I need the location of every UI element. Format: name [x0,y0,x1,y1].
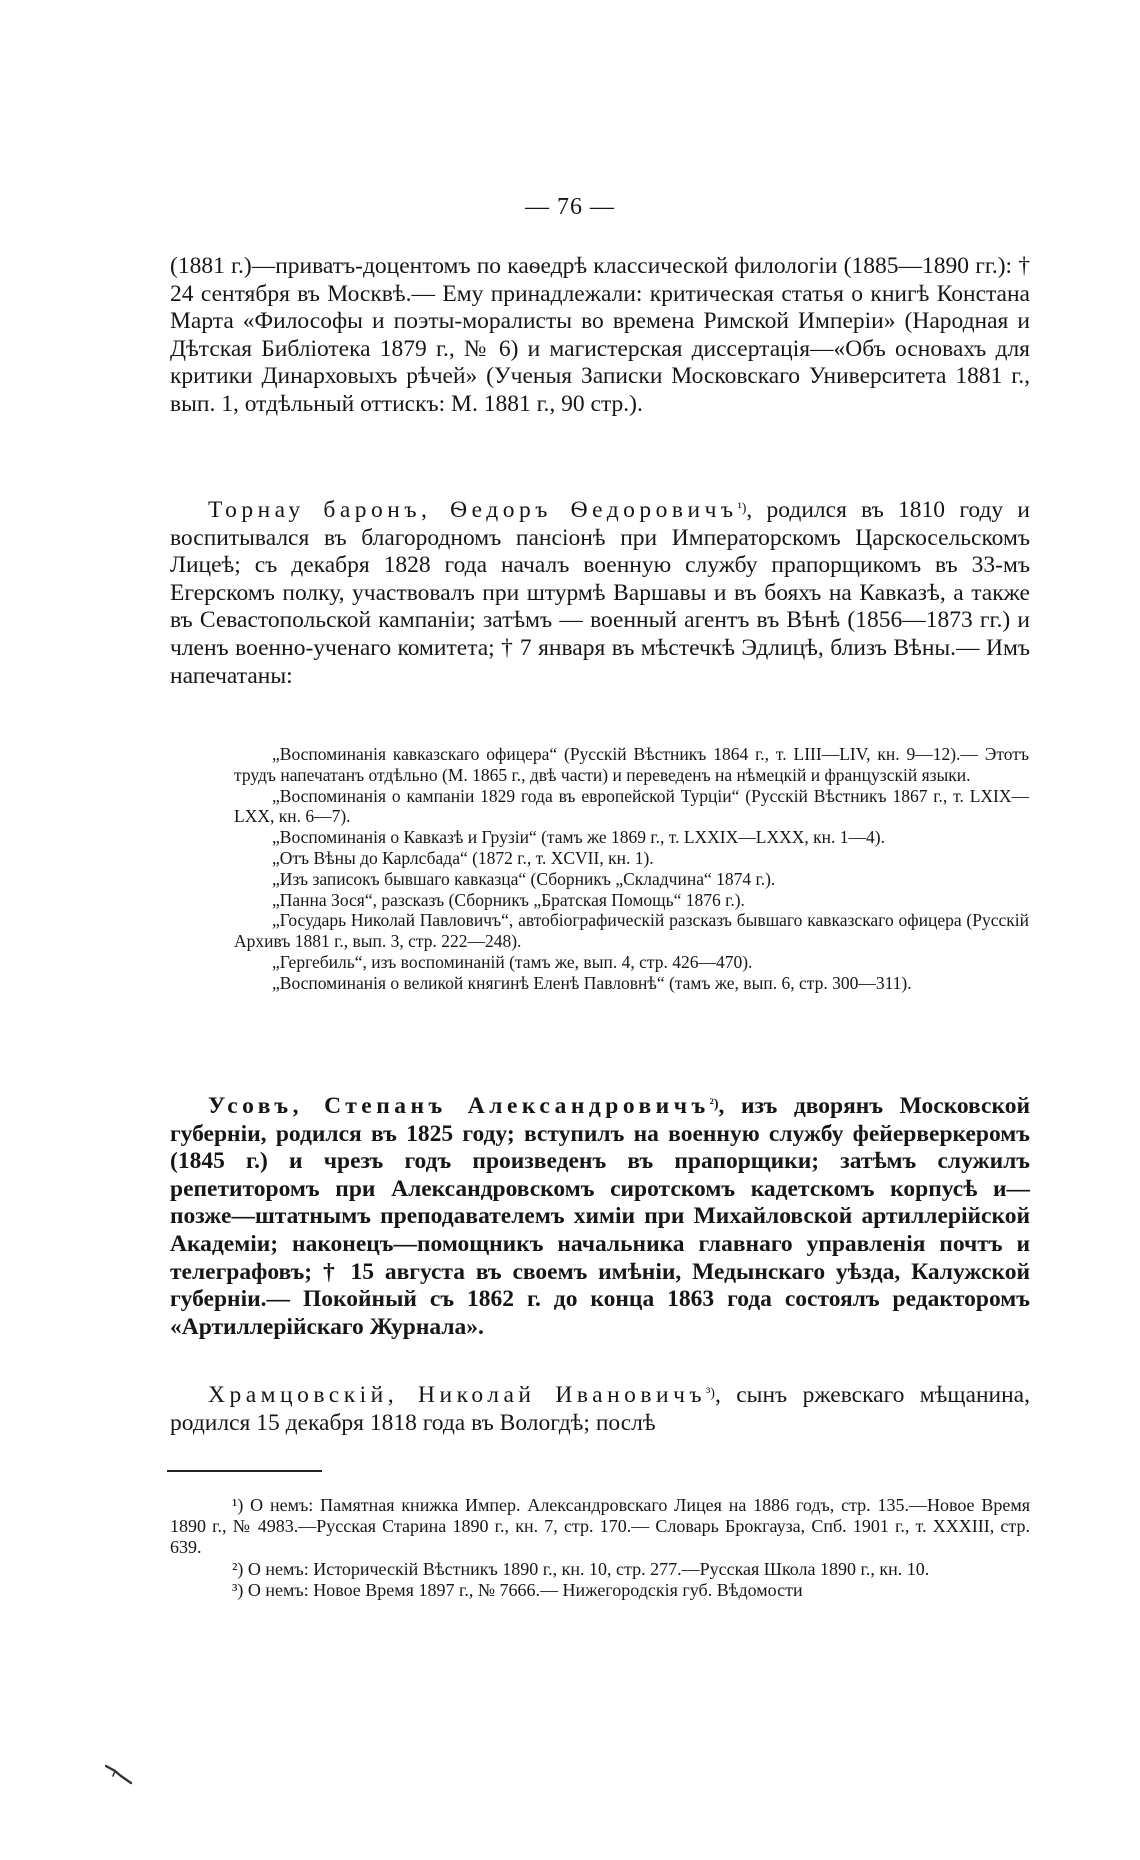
entry-usov-text: , изъ дворянъ Московской губерніи, родился въ 1825 году; вступилъ на военную службу фейерверкеромъ (1845 г.) и чрезъ годъ произведенъ въ прапорщики; затѣмъ служилъ репетиторомъ при Александровскомъ сиротскомъ кадетскомъ корпусѣ и—позже—штатнымъ преподавателемъ химіи при Михайловской артиллерійской Академіи; наконецъ—помощникъ начальника главнаго управленія почтъ и телеграфовъ; † 15 августа въ своемъ имѣніи, Медынскаго уѣзда, Калужской губерніи.— Покойный съ 1862 г. до конца 1863 года состоялъ редакторомъ «Артиллерійскаго Журнала». [170,1093,1030,1340]
footnotes [170,1495,1030,1601]
entry-usov-footnote-ref: ²) [709,1097,719,1112]
entry-khramtsovsky [170,1382,1030,1437]
entry-khramtsovsky-paragraph [170,1382,1030,1437]
work-item: „Панна Зося“, разсказъ (Сборникъ „Братская Помощь“ 1876 г.). [272,889,745,910]
work-item: „Воспоминанія о кампаніи 1829 года въ европейской Турціи“ (Русскій Вѣстникъ 1867 г., т. LXIX—LXX, кн. 6—7). [234,785,1029,827]
entry-continuation-text: (1881 г.)—приватъ-доцентомъ по каѳедрѣ классической филологіи (1885—1890 гг.): † 24 сентября въ Москвѣ.— Ему принадлежали: критическая статья о книгѣ Констана Марта «Философы и поэты-моралисты во времена Римской Имперіи» (Народная и Дѣтская Библіотека 1879 г., № 6) и магистерская диссертація—«Объ основахъ для критики Динарховыхъ рѣчей» (Ученыя Записки Московскаго Университета 1881 г., вып. 1, отдѣльный оттискъ: М. 1881 г., 90 стр.). [170,253,1030,417]
footnote: ¹) О немъ: Памятная книжка Импер. Александровскаго Лицея на 1886 годъ, стр. 135.—Новое Время 1890 г., № 4983.—Русская Старина 1890 г., кн. 7, стр. 170.— Словарь Брокгауза, Спб. 1901 г., т. XXXIII, стр. 639. [170,1495,1030,1558]
work-item: „Государь Николай Павловичъ“, автобіографическій разсказъ бывшаго кавказскаго офицера (Русскій Архивъ 1881 г., вып. 3, стр. 222—248). [234,910,1029,952]
entry-usov-name: Усовъ, Степанъ Александровичъ [208,1093,710,1119]
entry-usov-paragraph [170,1093,1030,1341]
work-item: „Воспоминанія кавказскаго офицера“ (Русскій Вѣстникъ 1864 г., т. LIII—LIV, кн. 9—12).— Этотъ трудъ напечатанъ отдѣльно (М. 1865 г., двѣ части) и переведенъ на нѣмецкій и французскій языки. [234,744,1029,785]
work-item: „Гергебиль“, изъ воспоминаній (тамъ же, вып. 4, стр. 426—470). [272,951,753,972]
work-item: „Воспоминанія о великой княгинѣ Еленѣ Павловнѣ“ (тамъ же, вып. 6, стр. 300—311). [272,972,912,993]
footnote-divider [167,1470,322,1472]
works-list [234,744,1029,994]
work-item: „Отъ Вѣны до Карлсбада“ (1872 г., т. XCVII, кн. 1). [272,847,654,868]
entry-tornau-paragraph [170,497,1030,690]
page-number: — 76 — [525,194,615,220]
entry-khramtsovsky-footnote-ref: ³) [706,1386,715,1401]
entry-usov [170,1093,1030,1341]
scan-mark-icon [105,1763,133,1785]
entry-tornau [170,497,1030,690]
entry-tornau-footnote-ref: ¹) [737,501,747,516]
entry-khramtsovsky-text: , сынъ ржевскаго мѣщанина, родился 15 декабря 1818 года въ Вологдѣ; послѣ [170,1382,1030,1436]
work-item: „Воспоминанія о Кавказѣ и Грузіи“ (тамъ же 1869 г., т. LXXIX—LXXX, кн. 1—4). [272,827,885,848]
work-item: „Изъ записокъ бывшаго кавказца“ (Сборникъ „Складчина“ 1874 г.). [272,868,776,889]
entry-tornau-text: , родился въ 1810 году и воспитывался въ благородномъ пансіонѣ при Императорскомъ Царскосельскомъ Лицеѣ; съ декабря 1828 года началъ военную службу прапорщикомъ въ 33-мъ Егерскомъ полку, участвовалъ при штурмѣ Варшавы и въ бояхъ на Кавказѣ, а также въ Севастопольской кампаніи; затѣмъ — военный агентъ въ Вѣнѣ (1856—1873 гг.) и членъ военно-ученаго комитета; † 7 января въ мѣстечкѣ Эдлицѣ, близъ Вѣны.— Имъ напечатаны: [170,497,1030,689]
entry-continuation [170,253,1030,419]
entry-khramtsovsky-name: Храмцовскій, Николай Ивановичъ [208,1382,707,1408]
entry-tornau-name: Торнау баронъ, Ѳедоръ Ѳедоровичъ [208,497,738,523]
footnote: ³) О немъ: Новое Время 1897 г., № 7666.— Нижегородскія губ. Вѣдомости [232,1579,803,1600]
footnote: ²) О немъ: Историческій Вѣстникъ 1890 г., кн. 10, стр. 277.—Русская Школа 1890 г., кн. 10. [232,1558,930,1579]
